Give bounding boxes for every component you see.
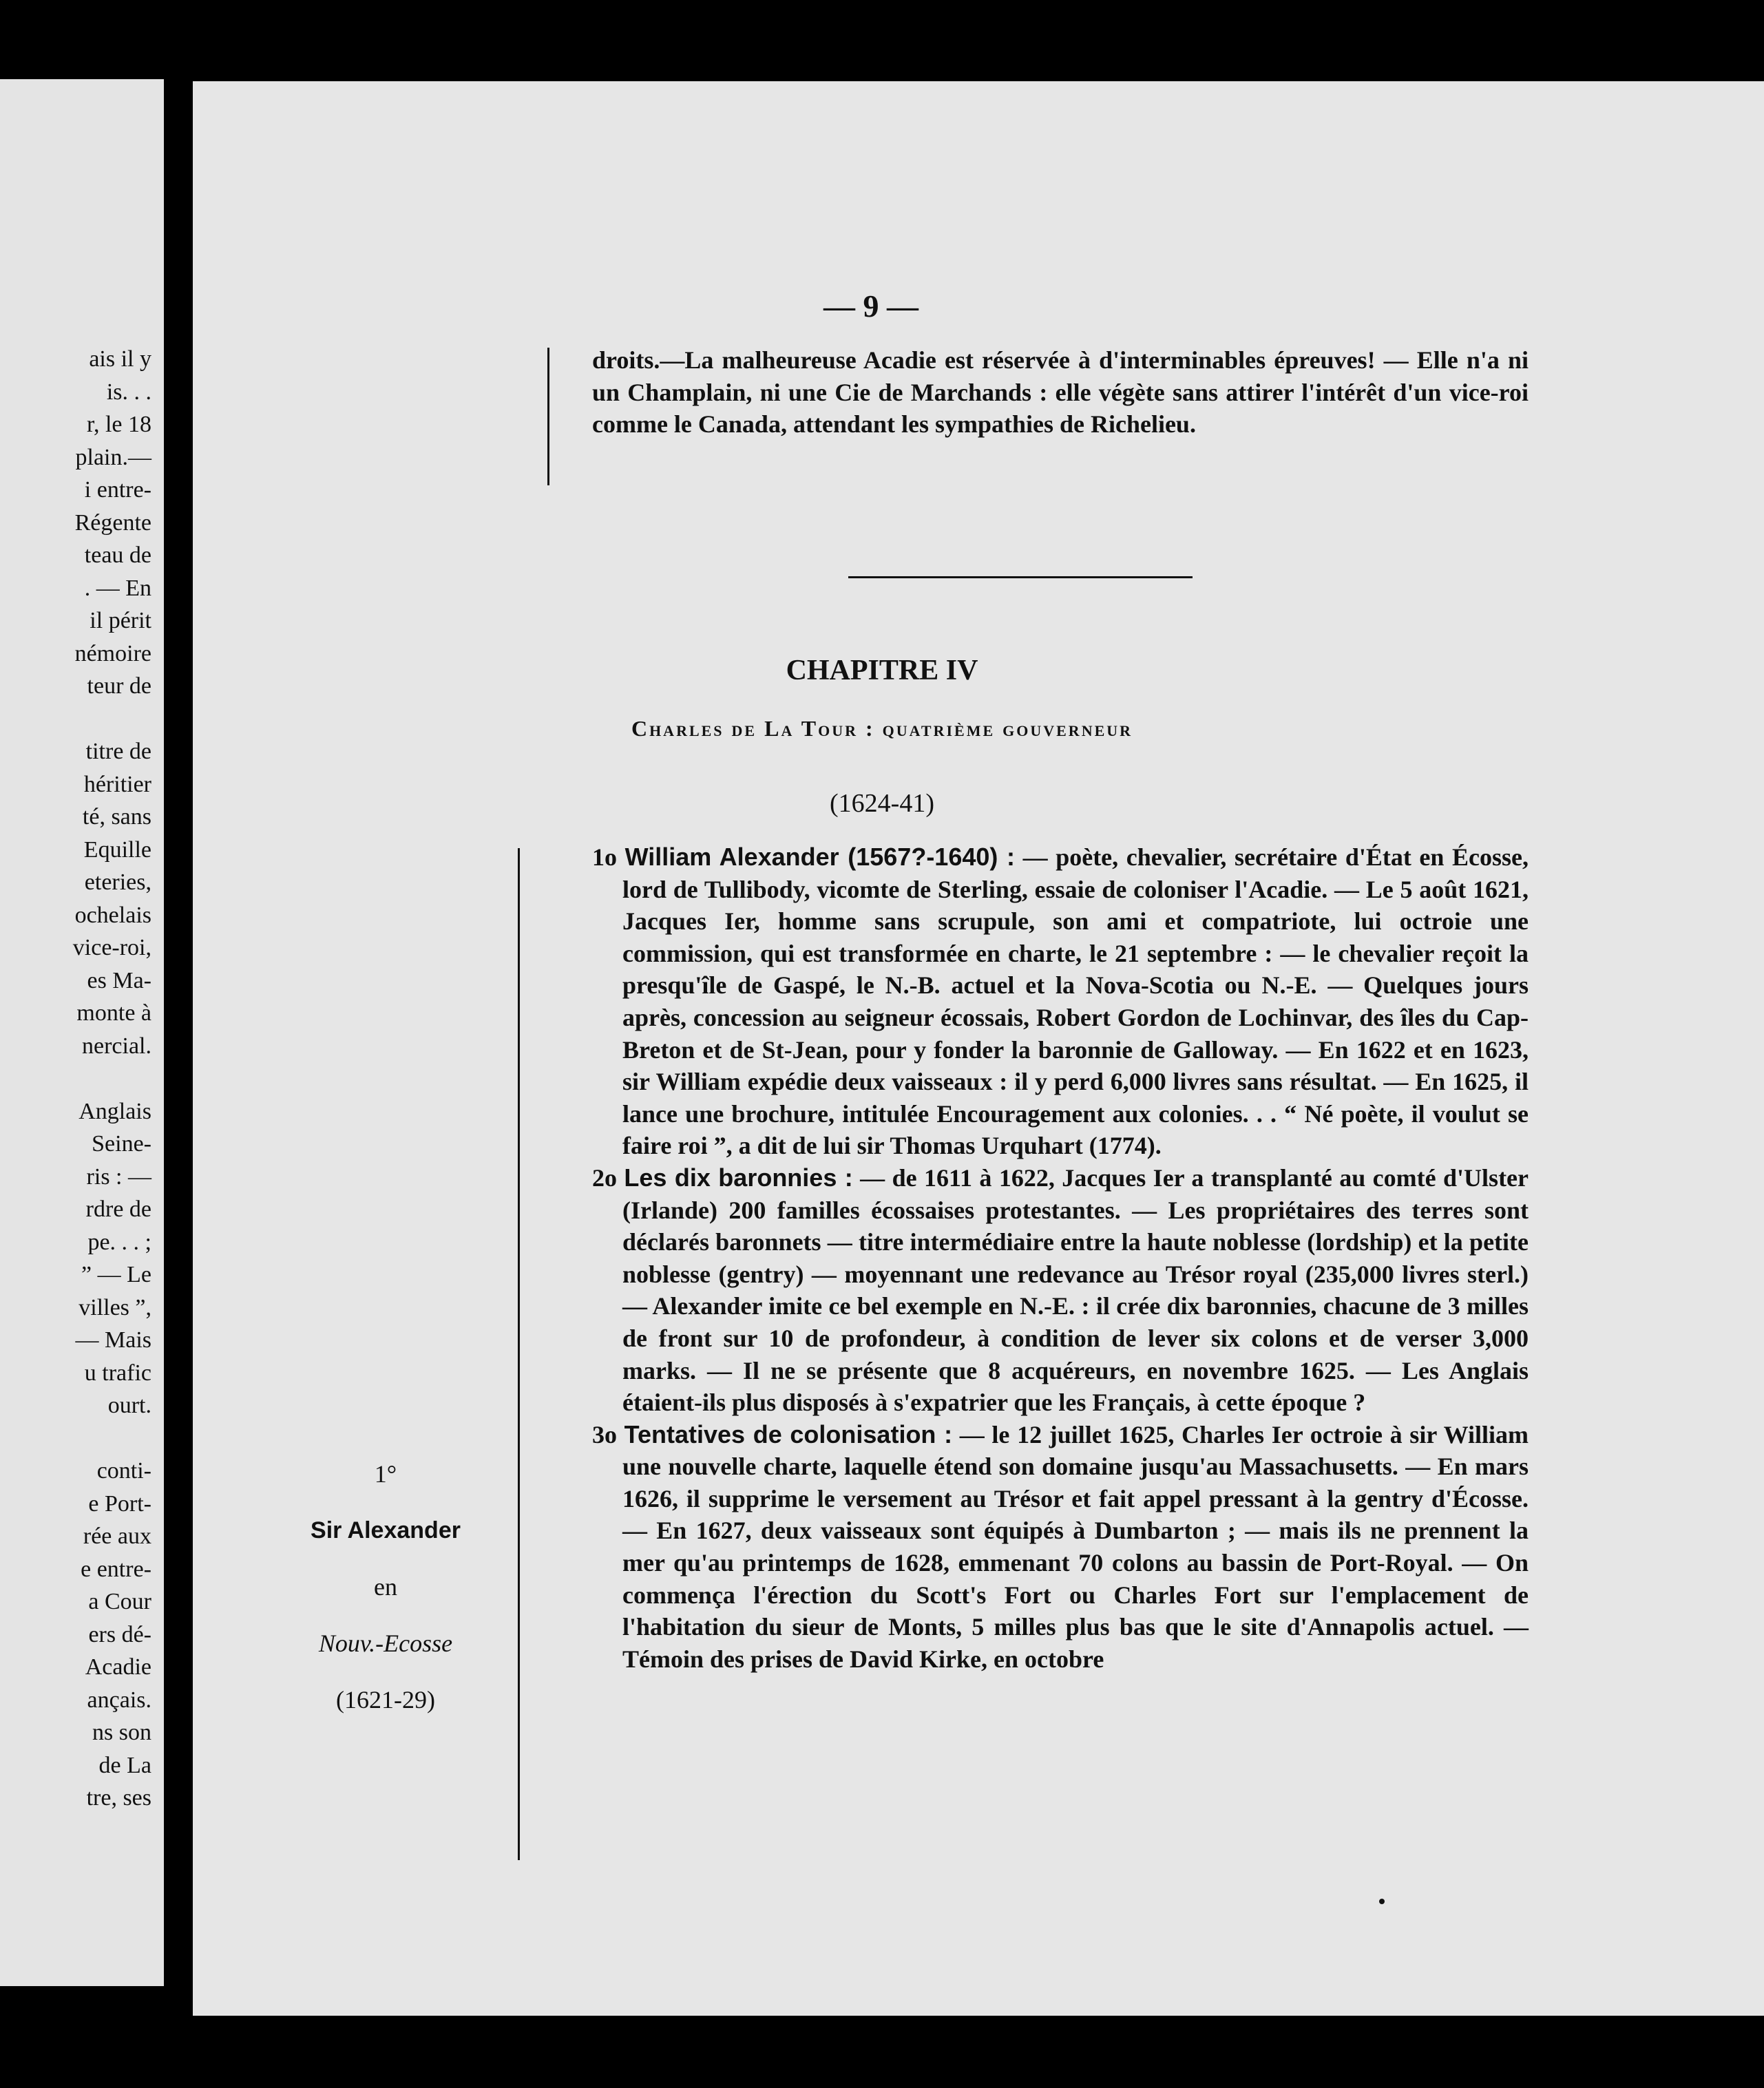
- left-page-line: plain.—: [75, 444, 151, 470]
- left-page-line: Seine-: [92, 1131, 151, 1157]
- margin-note: [272, 1446, 499, 1728]
- sections-bracket: [518, 848, 534, 1860]
- left-page-line: ançais.: [87, 1687, 151, 1713]
- margin-note-place: Nouv.-Ecosse: [318, 1630, 453, 1657]
- opening-bracket: [547, 348, 558, 485]
- left-page-line: monte à: [76, 1000, 151, 1026]
- left-page-line: pe. . . ;: [87, 1229, 151, 1255]
- left-page-line: is. . .: [106, 379, 151, 405]
- section-2-number: 2o: [592, 1163, 617, 1192]
- left-page-line: tre, ses: [86, 1785, 151, 1811]
- left-page-line: r, le 18: [87, 412, 151, 437]
- opening-text: droits.—La malheureuse Acadie est réservée à d'interminables épreuves! — Elle n'a ni un Champlain, ni une Cie de Marchands : elle végète sans attirer l'intérêt d'un vice-roi comme le Canada, attendant les sympathies de Richelieu.: [592, 346, 1529, 439]
- left-page-line: teau de: [84, 542, 151, 568]
- left-page-line: — Mais: [75, 1327, 151, 1353]
- margin-note-dates: (1621-29): [336, 1686, 435, 1713]
- left-page-line: teur de: [87, 673, 151, 699]
- left-page-line: ns son: [92, 1720, 151, 1745]
- section-divider: [848, 576, 1193, 578]
- margin-note-number: 1°: [374, 1460, 397, 1488]
- section-1-number: 1o: [592, 843, 617, 871]
- left-page-line: de La: [98, 1752, 151, 1778]
- left-page-line: ers dé-: [88, 1621, 151, 1647]
- left-page-line: conti-: [96, 1458, 151, 1484]
- left-page-line: ris : —: [86, 1163, 151, 1190]
- sections-block: [592, 841, 1529, 1675]
- left-page-line: té, sans: [82, 804, 151, 830]
- section-2-text: — de 1611 à 1622, Jacques Ier a transplanté au comté d'Ulster (Irlande) 200 familles écossaises protestantes. — Les propriétaires des terres sont déclarés baronnets — titre intermédiaire entre la haute noblesse (lordship) et la petite noblesse (gentry) — moyennant une redevance au Trésor royal (235,000 livres sterl.) — Alexander imite ce bel exemple en N.-E. : il crée dix baronnies, chacune de 3 milles de front sur 10 de profondeur, à condition de lever six colons et de verser 3,000 marks. — Il ne se présente que 8 acquéreurs, en novembre 1625. — Les Anglais étaient-ils plus disposés à s'expatrier que les Français, à cette époque ?: [622, 1163, 1529, 1417]
- left-page-line: Régente: [74, 509, 151, 536]
- section-3-text: — le 12 juillet 1625, Charles Ier octroie à sir William une nouvelle charte, laquelle étend son domaine jusqu'au Massachusetts. — En mars 1626, il supprime le versement au Trésor et fait appel pressant à la gentry d'Écosse. — En 1627, deux vaisseaux sont équipés à Dumbarton ; — mais ils ne prennent la mer qu'au printemps de 1628, emmenant 70 colons au bassin de Port-Royal. — On commença l'érection du Scott's Fort ou Charles Fort sur l'emplacement de l'habitation du sieur de Monts, 5 milles plus bas que le site d'Annapolis actuel. — Témoin des prises de David Kirke, en octobre: [622, 1420, 1529, 1673]
- margin-note-title: Sir Alexander: [311, 1517, 461, 1543]
- left-page-line: il périt: [90, 608, 151, 633]
- section-3-heading: Tentatives de colonisation :: [624, 1420, 953, 1448]
- section-1-text: — poète, chevalier, secrétaire d'État en Écosse, lord de Tullibody, vicomte de Sterling, essaie de coloniser l'Acadie. — Le 5 août 1621, Jacques Ier, homme sans scrupule, son ami et compatriote, lui octroie une commission, qui est transformée en charte, le 21 septembre : — le chevalier reçoit la presqu'île de Gaspé, le N.-B. actuel et la Nova-Scotia ou N.-E. — Quelques jours après, concession au seigneur écossais, Robert Gordon de Lochinvar, des îles du Cap-Breton et de St-Jean, pour y fonder la baronnie de Galloway. — En 1622 et en 1623, sir William expédie deux vaisseaux : il y perd 6,000 livres sans résultat. — En 1625, il lance une brochure, intitulée Encouragement aux colonies. . . “ Né poète, il voulut se faire roi ”, a dit de lui sir Thomas Urquhart (1774).: [622, 843, 1529, 1160]
- section-2-heading: Les dix baronnies :: [624, 1163, 853, 1192]
- chapter-title: CHAPITRE IV: [786, 655, 978, 686]
- left-page-line: i entre-: [84, 477, 151, 503]
- section-3: [592, 1419, 1529, 1676]
- left-page-line: ais il y: [89, 346, 151, 372]
- section-1-heading: William Alexander (1567?-1640) :: [624, 843, 1015, 871]
- left-page-line: a Cour: [88, 1589, 151, 1614]
- left-page-line: es Ma-: [87, 967, 151, 993]
- page-number: — 9 —: [823, 288, 918, 324]
- left-page-line: ” — Le: [81, 1262, 151, 1287]
- stray-mark: [1379, 1899, 1385, 1904]
- left-facing-page: [0, 79, 164, 1986]
- left-page-line: e Port-: [88, 1490, 151, 1517]
- left-page-line: némoire: [74, 640, 151, 666]
- left-page-line: . — En: [84, 575, 151, 601]
- margin-note-word: en: [374, 1573, 397, 1601]
- left-page-line: vice-roi,: [72, 935, 151, 960]
- left-page-line: Anglais: [78, 1098, 151, 1124]
- left-page-line: Equille: [83, 836, 151, 863]
- left-page-line: villes ”,: [78, 1294, 151, 1320]
- left-page-line: titre de: [85, 739, 151, 764]
- left-page-line: ourt.: [107, 1393, 151, 1418]
- opening-paragraph: [592, 344, 1529, 441]
- left-page-line: nercial.: [82, 1033, 151, 1059]
- section-1: [592, 841, 1529, 1162]
- left-page-line: Acadie: [85, 1654, 151, 1680]
- left-page-line: ochelais: [74, 902, 151, 928]
- left-page-line: héritier: [83, 771, 151, 797]
- section-2: [592, 1162, 1529, 1419]
- chapter-dates: (1624-41): [830, 789, 934, 818]
- chapter-subtitle: Charles de La Tour : quatrième gouverneur: [631, 716, 1133, 741]
- left-page-line: u trafic: [84, 1360, 151, 1386]
- section-3-number: 3o: [592, 1420, 617, 1448]
- left-page-line: e entre-: [81, 1556, 151, 1582]
- left-page-line: rdre de: [85, 1196, 151, 1222]
- left-page-line: rée aux: [83, 1523, 151, 1549]
- left-page-line: eteries,: [84, 869, 151, 895]
